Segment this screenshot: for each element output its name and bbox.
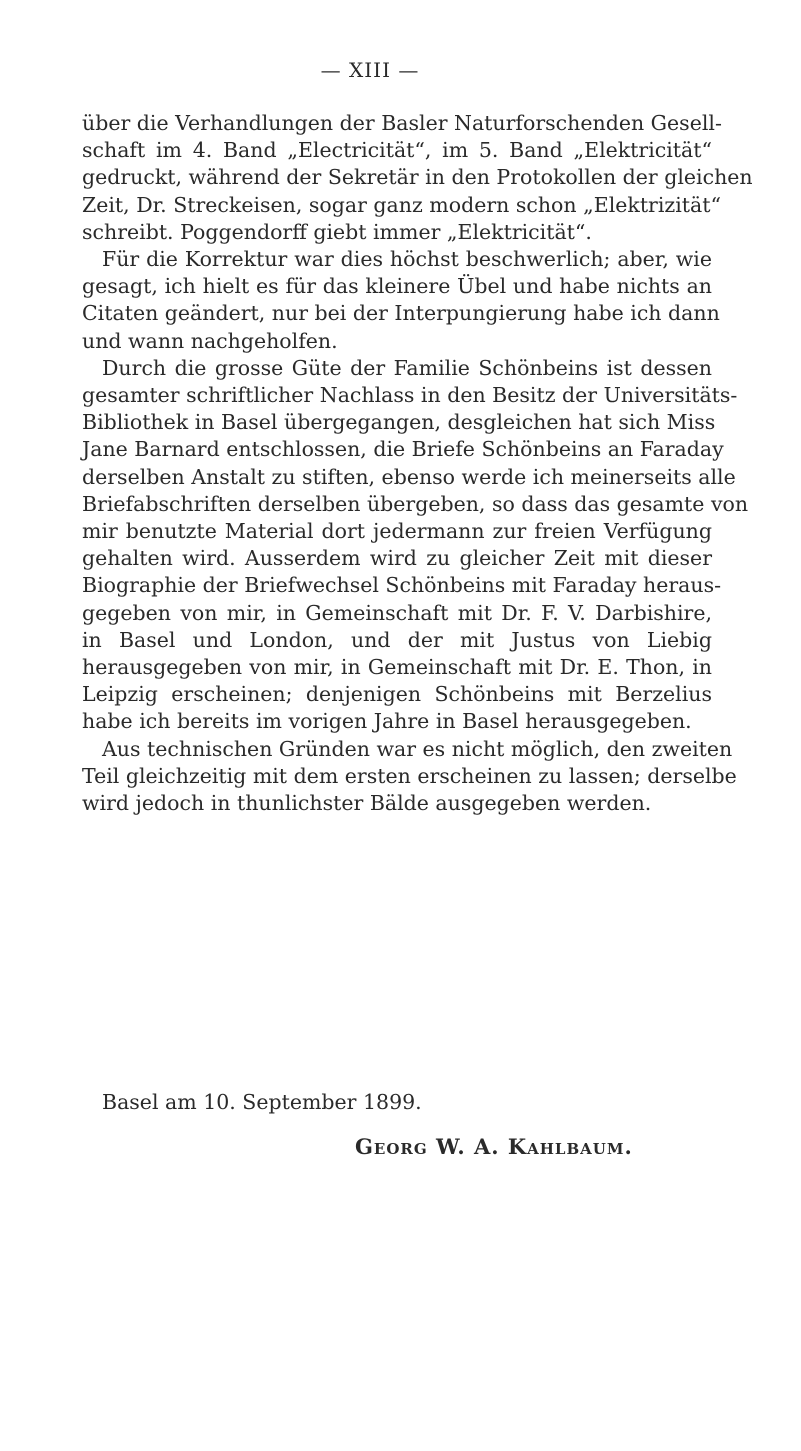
signature: Georg W. A. Kahlbaum.	[355, 1134, 633, 1159]
text-line: Biographie der Briefwechsel Schönbeins mit Faraday heraus-	[82, 573, 722, 598]
text-line: schreibt. Poggendorff giebt immer „Elektricität“.	[82, 219, 592, 244]
text-line: Bibliothek in Basel übergegangen, desgleichen hat sich Miss	[82, 410, 716, 435]
text-line: Zeit, Dr. Streckeisen, sogar ganz modern schon „Elektrizität“	[82, 192, 721, 217]
text-line: gedruckt, während der Sekretär in den Protokollen der gleichen	[82, 165, 753, 190]
text-line: mir benutzte Material dort jedermann zur freien Verfügung	[82, 519, 712, 544]
text-line: Citaten geändert, nur bei der Interpungierung habe ich dann	[82, 301, 720, 326]
text-line: über die Verhandlungen der Basler Naturforschenden Gesell-	[82, 111, 722, 135]
text-line: Durch die grosse Güte der Familie Schönbeins ist dessen	[102, 355, 712, 380]
text-line: herausgegeben von mir, in Gemeinschaft mit Dr. E. Thon, in	[82, 655, 712, 680]
text-line: gesamter schriftlicher Nachlass in den Besitz der Universitäts-	[82, 383, 738, 408]
body-text	[82, 110, 753, 817]
text-line: schaft im 4. Band „Electricität“, im 5. Band „Elektricität“	[82, 138, 712, 163]
text-line: derselben Anstalt zu stiften, ebenso werde ich meinerseits alle	[82, 464, 736, 489]
page-number: — XIII —	[320, 58, 420, 82]
text-line: und wann nachgeholfen.	[82, 328, 338, 353]
text-line: Aus technischen Gründen war es nicht möglich, den zweiten	[102, 736, 733, 761]
text-line: habe ich bereits im vorigen Jahre in Basel herausgegeben.	[82, 709, 692, 734]
text-line: wird jedoch in thunlichster Bälde ausgegeben werden.	[82, 791, 652, 816]
text-line: gegeben von mir, in Gemeinschaft mit Dr. F. V. Darbishire,	[82, 600, 712, 625]
text-line: Für die Korrektur war dies höchst beschwerlich; aber, wie	[102, 247, 712, 272]
text-line: in Basel und London, und der mit Justus von Liebig	[82, 627, 712, 652]
text-line: Jane Barnard entschlossen, die Briefe Schönbeins an Faraday	[82, 437, 724, 462]
text-line: gehalten wird. Ausserdem wird zu gleicher Zeit mit dieser	[82, 546, 712, 571]
text-line: Teil gleichzeitig mit dem ersten erscheinen zu lassen; derselbe	[82, 763, 737, 788]
text-line: Leipzig erscheinen; denjenigen Schönbeins mit Berzelius	[82, 682, 712, 707]
text-line: Briefabschriften derselben übergeben, so dass das gesamte von	[82, 491, 749, 516]
date-line: Basel am 10. September 1899.	[102, 1090, 422, 1114]
text-line: gesagt, ich hielt es für das kleinere Übel und habe nichts an	[82, 274, 712, 299]
